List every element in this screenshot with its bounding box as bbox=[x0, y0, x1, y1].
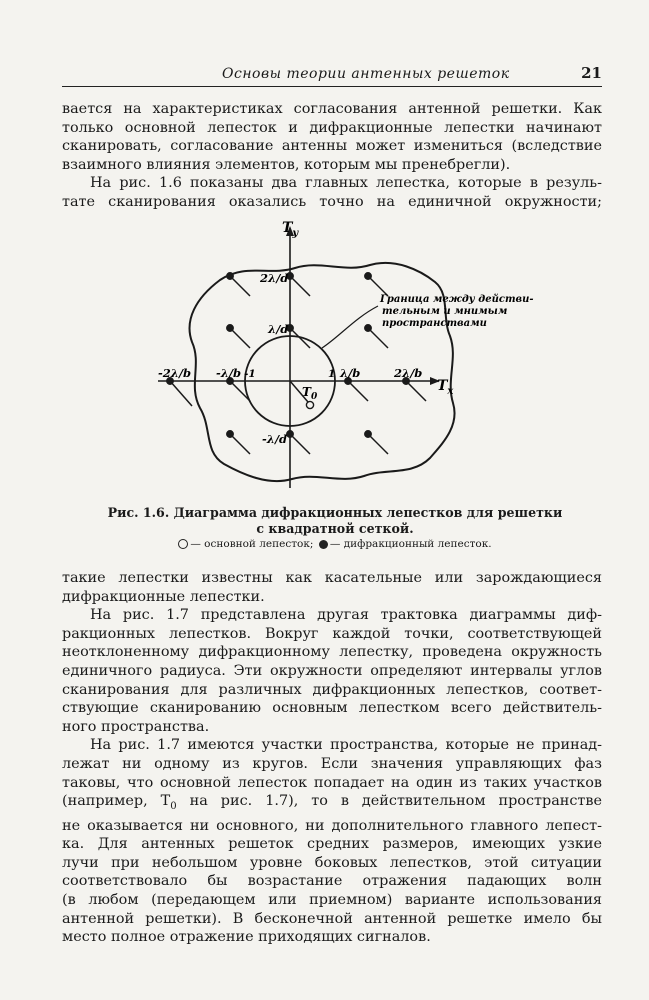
paragraph-3 bbox=[62, 569, 602, 606]
text-line: сканирования для различных дифракционных лепестков, соответ- bbox=[62, 681, 602, 698]
text-line: только основной лепесток и дифракционные лепестки начинают bbox=[62, 119, 602, 136]
boundary-annotation: Граница между действи- тельным и мнимым пространствами bbox=[380, 294, 534, 329]
text-line: ного пространства. bbox=[62, 718, 210, 735]
text-line: таковы, что основной лепесток попадает на один из таких участков bbox=[62, 774, 602, 791]
text-line: (например, $T_0$ на рис. 1.7), то в действительном пространстве bbox=[62, 793, 602, 812]
text-line: такие лепестки известны как касательные или зарождающиеся bbox=[62, 570, 602, 586]
text-line: единичного радиуса. Эти окружности определяют интервалы углов bbox=[62, 662, 602, 679]
figure-caption bbox=[100, 505, 570, 537]
text-line: взаимного влияния элементов, которым мы пренебрегли). bbox=[62, 156, 511, 173]
paragraph-2 bbox=[62, 174, 602, 211]
grating-lobe bbox=[227, 273, 250, 296]
text-line: антенной решетки). В бесконечной антенной решетке имело бы bbox=[62, 910, 602, 927]
text-line: лежат ни одному из кругов. Если значения управляющих фаз bbox=[62, 755, 602, 772]
caption-line-2: с квадратной сеткой. bbox=[256, 521, 414, 536]
text-line: ствующие сканированию основным лепестком всего действитель- bbox=[62, 700, 602, 717]
grating-lobe bbox=[167, 378, 192, 406]
grating-lobe bbox=[227, 431, 250, 454]
label-neg-l-d: -λ/d bbox=[262, 432, 288, 446]
text-line: тате сканирования оказались точно на единичной окружности; bbox=[62, 193, 602, 210]
label-neg-l-b: -λ/b bbox=[216, 366, 242, 380]
axis-x-label: $T_x$ bbox=[437, 378, 454, 397]
text-line: На рис. 1.7 имеются участки пространства, которые не принад- bbox=[90, 737, 602, 754]
caption-text-1: Диаграмма дифракционных лепестков для решетки bbox=[173, 505, 563, 520]
text-line: лучи при небольшом уровне боковых лепестков, этой ситуации bbox=[62, 854, 602, 871]
text-line: дифракционные лепестки. bbox=[62, 588, 265, 605]
axis-y-label: $T_y$ bbox=[282, 220, 299, 239]
text-line: (в любом (передающем или приемном) варианте использования bbox=[62, 891, 602, 908]
label-neg-1: -1 bbox=[244, 368, 256, 380]
label-1: 1 bbox=[328, 368, 336, 380]
caption-label: Рис. 1.6. bbox=[107, 505, 170, 520]
text-line: ка. Для антенных решеток средних размеров, имеющих узкие bbox=[62, 836, 602, 853]
grating-lobe bbox=[365, 273, 388, 296]
upper-text bbox=[62, 100, 602, 212]
figure-legend bbox=[100, 536, 570, 552]
paragraph-5 bbox=[62, 736, 602, 946]
text-line: вается на характеристиках согласования антенной решетки. Как bbox=[62, 101, 602, 117]
grating-lobe-symbol bbox=[319, 540, 328, 549]
text-line: неотклоненному дифракционному лепестку, проведена окружность bbox=[62, 644, 602, 661]
legend-grating-lobe: — дифракционный лепесток. bbox=[329, 538, 492, 550]
label-2l-b: 2λ/b bbox=[394, 366, 423, 380]
main-lobe-marker bbox=[306, 401, 313, 408]
diffraction-lobe-diagram bbox=[150, 218, 534, 500]
caption-line-1 bbox=[100, 505, 570, 521]
label-l-d: λ/d bbox=[268, 322, 289, 336]
lower-text bbox=[62, 569, 602, 947]
grating-lobe bbox=[365, 431, 388, 454]
text-line: На рис. 1.6 показаны два главных лепестка, которые в резуль- bbox=[90, 175, 602, 192]
paragraph-4 bbox=[62, 606, 602, 736]
label-T0: $T_0$ bbox=[302, 385, 318, 402]
page-number: 21 bbox=[581, 64, 602, 82]
text-line: сканировать, согласование антенны может измениться (вследствие bbox=[62, 138, 602, 155]
legend-main-lobe: — основной лепесток; bbox=[190, 538, 314, 550]
text-line: не оказывается ни основного, ни дополнительного главного лепест- bbox=[62, 817, 602, 834]
grating-lobe bbox=[227, 325, 250, 348]
running-title: Основы теории антенных решеток bbox=[222, 66, 510, 82]
label-neg-2l-b: -2λ/b bbox=[158, 366, 192, 380]
running-header bbox=[62, 64, 602, 87]
text-line: место полное отражение приходящих сигналов. bbox=[62, 929, 431, 946]
text-line: ракционных лепестков. Вокруг каждой точки, соответствующей bbox=[62, 625, 602, 642]
text-line: соответствовало бы возрастание отражения падающих волн bbox=[62, 873, 602, 890]
main-lobe-symbol bbox=[178, 539, 188, 549]
paragraph-1 bbox=[62, 100, 602, 174]
text-line: На рис. 1.7 представлена другая трактовка диаграммы диф- bbox=[90, 607, 602, 624]
label-2l-d: 2λ/d bbox=[260, 271, 289, 285]
label-l-b: λ/b bbox=[340, 366, 361, 380]
